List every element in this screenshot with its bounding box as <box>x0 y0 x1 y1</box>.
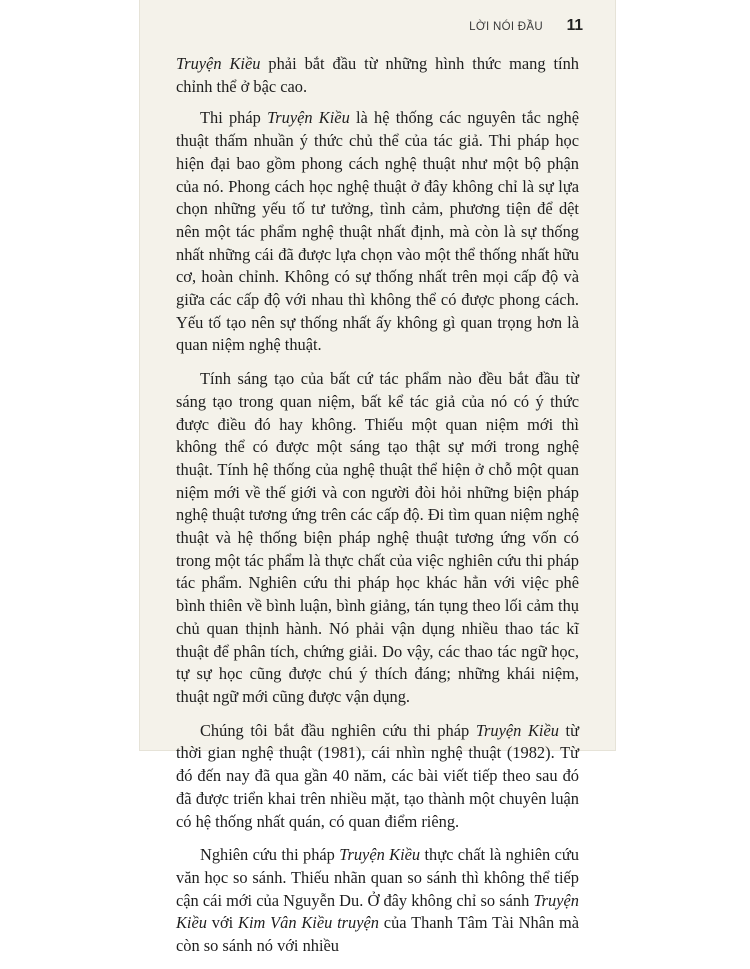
page-body <box>176 53 579 969</box>
paragraph <box>176 844 579 958</box>
italic-title-text: Truyện Kiều <box>475 720 559 740</box>
text-run: Chúng tôi bắt đầu nghiên cứu thi pháp <box>200 720 476 740</box>
paragraph <box>176 368 579 709</box>
text-run: phải bắt đầu từ những hình thức mang tính chỉnh thể ở bậc cao. <box>176 54 579 96</box>
running-header <box>140 17 615 41</box>
italic-title-text: Truyện Kiều <box>339 845 421 865</box>
text-run: của Thanh Tâm Tài Nhân mà còn so sánh nó với nhiều <box>176 913 579 956</box>
text-run: là hệ thống các nguyên tắc nghệ thuật thấm nhuần ý thức chủ thể của tác giả. Thi pháp học hiện đại bao gồm phong cách nghệ thuật như một bộ phận của nó. Phong cách học nghệ thuật ở đây không chỉ là sự lựa chọn những yếu tố tư tưởng, tình cảm, phương tiện để dệt nên một tác phẩm nghệ thuật nhất định, mà còn là sự thống nhất những cái đã được lựa chọn vào một thể thống nhất hữu cơ, hoàn chỉnh. Không có sự thống nhất trên mọi cấp độ và giữa các cấp độ với nhau thì không thể có được phong cách. Yếu tố tạo nên sự thống nhất ấy không gì quan trọng hơn là quan niệm nghệ thuật. <box>176 108 579 355</box>
text-run: với <box>206 913 239 933</box>
italic-title-text: Kim Vân Kiều truyện <box>238 913 379 933</box>
text-run: Tính sáng tạo của bất cứ tác phẩm nào đều bắt đầu từ sáng tạo trong quan niệm, bất kể tác giả của nó có ý thức được điều đó hay không. Thiếu một quan niệm mới thì không thể có được một sáng tạo thật sự mới trong nghệ thuật. Tính hệ thống của nghệ thuật thể hiện ở chỗ một quan niệm mới về thế giới và con người đòi hỏi những biện pháp nghệ thuật tương ứng trên các cấp độ. Đi tìm quan niệm nghệ thuật và hệ thống biện pháp nghệ thuật tương ứng vốn có trong một tác phẩm là thực chất của việc nghiên cứu thi pháp tác phẩm. Nghiên cứu thi pháp học khác hẳn với việc phê bình thiên về bình luận, bình giảng, tán tụng theo lối cảm thụ chủ quan thịnh hành. Nó phải vận dụng nhiều thao tác kĩ thuật để phân tích, chứng giải. Do vậy, các thao tác ngữ học, tự sự học cũng được chú ý thích đáng; những khái niệm, thuật ngữ mới cũng được vận dụng. <box>176 369 579 706</box>
text-run: Nghiên cứu thi pháp <box>200 845 340 865</box>
text-run: từ thời gian nghệ thuật (1981), cái nhìn nghệ thuật (1982). Từ đó đến nay đã qua gần 40 năm, các bài viết tiếp theo sau đó đã được triển khai trên nhiều mặt, tạo thành một chuyên luận có hệ thống nhất quán, có quan điểm riêng. <box>176 720 579 831</box>
book-page <box>140 0 615 956</box>
text-run: thực chất là nghiên cứu văn học so sánh. Thiếu nhãn quan so sánh thì không thể tiếp cận cái mới của Nguyễn Du. Ở đây không chỉ so sánh <box>176 845 579 910</box>
paragraph <box>176 720 579 834</box>
text-run: Thi pháp <box>200 108 268 128</box>
italic-title-text: Truyện Kiều <box>176 890 579 933</box>
italic-title-text: Truyện Kiều <box>267 108 350 128</box>
paragraph <box>176 107 579 357</box>
italic-title-text: Truyện Kiều <box>176 54 261 73</box>
paragraph-continued <box>176 53 579 98</box>
page-number: 11 <box>566 17 583 34</box>
chapter-title: LỜI NÓI ĐẦU <box>469 21 543 33</box>
